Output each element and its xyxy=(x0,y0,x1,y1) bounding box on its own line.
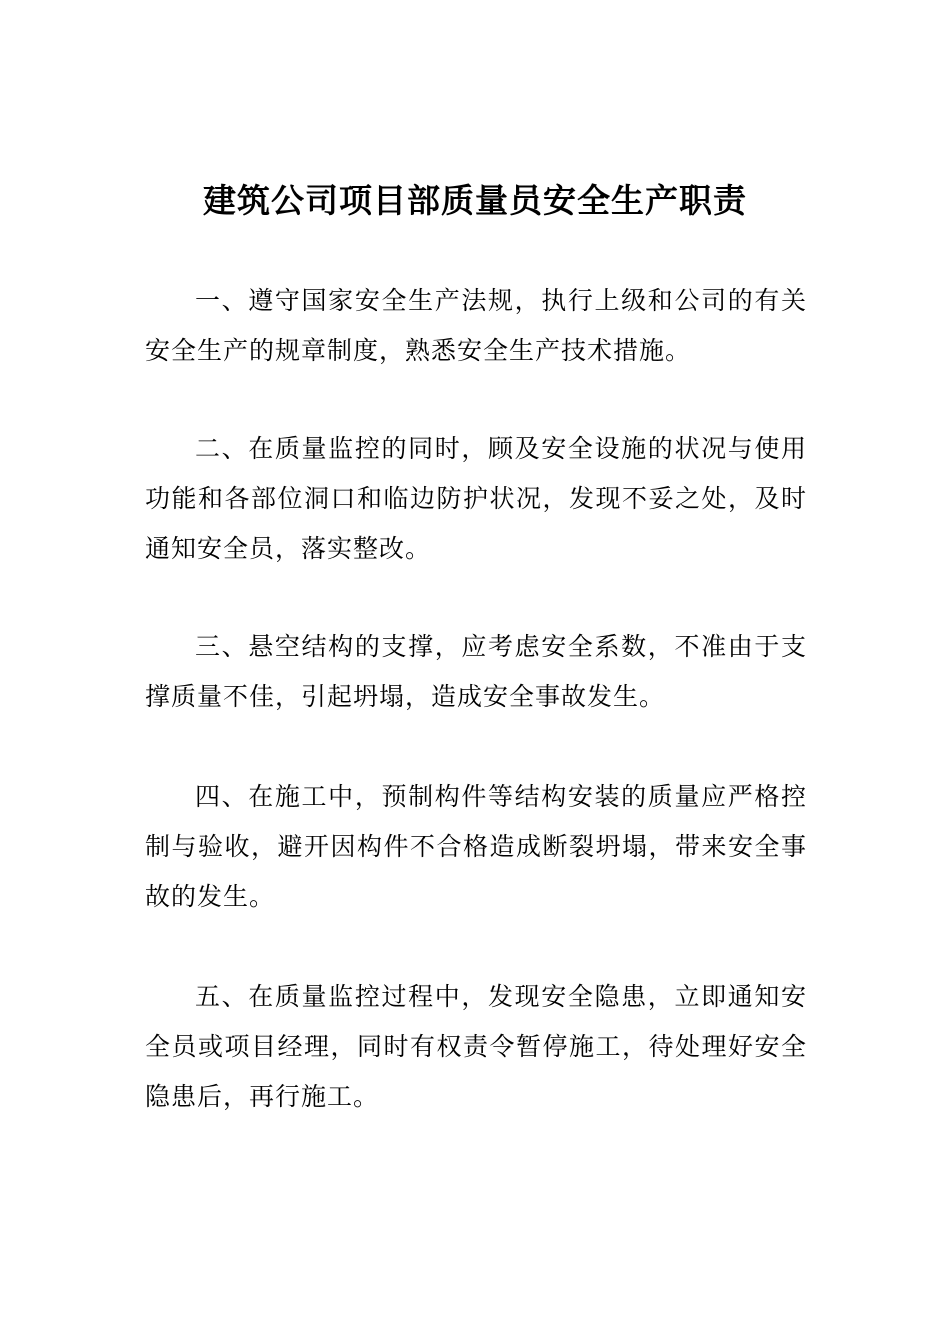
paragraph-1: 一、遵守国家安全生产法规，执行上级和公司的有关安全生产的规章制度，熟悉安全生产技术措施。 xyxy=(145,286,807,365)
paragraph-3: 三、悬空结构的支撑，应考虑安全系数，不准由于支撑质量不佳，引起坍塌，造成安全事故发生。 xyxy=(145,632,807,711)
paragraph-4: 四、在施工中，预制构件等结构安装的质量应严格控制与验收，避开因构件不合格造成断裂坍塌，带来安全事故的发生。 xyxy=(145,782,807,911)
paragraph-2: 二、在质量监控的同时，顾及安全设施的状况与使用功能和各部位洞口和临边防护状况，发现不妥之处，及时通知安全员，落实整改。 xyxy=(145,434,807,563)
paragraph-5: 五、在质量监控过程中，发现安全隐患，立即通知安全员或项目经理，同时有权责令暂停施工，待处理好安全隐患后，再行施工。 xyxy=(145,982,807,1111)
document-title: 建筑公司项目部质量员安全生产职责 xyxy=(203,181,747,220)
